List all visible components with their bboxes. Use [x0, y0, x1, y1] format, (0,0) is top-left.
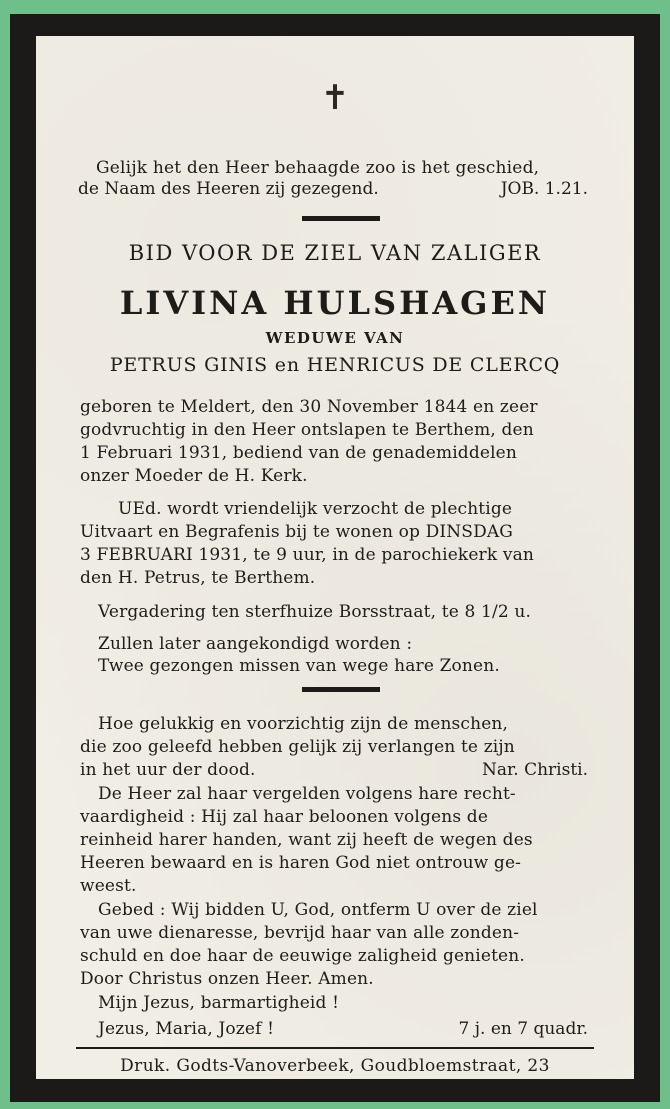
funeral-line-4: den H. Petrus, te Berthem.: [80, 568, 316, 588]
bio-line-2: godvruchtig in den Heer ontslapen te Berthem, den: [80, 420, 534, 440]
prayer-line-1: Gebed : Wij bidden U, God, ontferm U over de ziel: [98, 900, 538, 920]
divider-top: [302, 216, 380, 221]
husbands-names: PETRUS GINIS en HENRICUS DE CLERCQ: [109, 354, 561, 376]
verse2-line-4: Heeren bewaard en is haren God niet ontrouw ge-: [80, 853, 522, 873]
funeral-line-1: UEd. wordt vriendelijk verzocht de plechtige: [118, 499, 513, 519]
prayer-heading: BID VOOR DE ZIEL VAN ZALIGER: [128, 241, 542, 265]
announce-line-1: Zullen later aangekondigd worden :: [98, 634, 413, 654]
card-paper: [36, 36, 634, 1079]
cross-icon: ✝: [320, 78, 350, 118]
indulgence-note: 7 j. en 7 quadr.: [458, 1019, 588, 1039]
announce-line-2: Twee gezongen missen van wege hare Zonen.: [98, 656, 500, 676]
prayer-line-2: van uwe dienaresse, bevrijd haar van alle zonden-: [80, 923, 520, 943]
prayer-line-4: Door Christus onzen Heer. Amen.: [80, 969, 374, 989]
verse1-line-1: Hoe gelukkig en voorzichtig zijn de menschen,: [98, 714, 509, 734]
quote-line-1: Gelijk het den Heer behaagde zoo is het geschied,: [96, 158, 540, 178]
bio-line-1: geboren te Meldert, den 30 November 1844 en zeer: [80, 397, 538, 417]
funeral-line-3: 3 FEBRUARI 1931, te 9 uur, in de parochiekerk van: [80, 545, 534, 565]
quote-reference: JOB. 1.21.: [500, 179, 588, 199]
printer-credit: Druk. Godts-Vanoverbeek, Goudbloemstraat, 23: [120, 1056, 550, 1076]
divider-bottom: [76, 1047, 594, 1049]
funeral-line-2: Uitvaart en Begrafenis bij te wonen op DINSDAG: [80, 522, 514, 542]
deceased-name: LIVINA HULSHAGEN: [119, 284, 551, 322]
verse1-reference: Nar. Christi.: [482, 760, 588, 780]
prayer-line-3: schuld en doe haar de eeuwige zaligheid genieten.: [80, 946, 525, 966]
verse2-line-2: vaardigheid : Hij zal haar beloonen volgens de: [80, 807, 489, 827]
verse2-line-1: De Heer zal haar vergelden volgens hare recht-: [98, 784, 516, 804]
invocation-line-2: Jezus, Maria, Jozef !: [98, 1019, 275, 1039]
gathering-line: Vergadering ten sterfhuize Borsstraat, te 8 1/2 u.: [98, 602, 531, 622]
widow-of-label: WEDUWE VAN: [265, 329, 405, 347]
bio-line-4: onzer Moeder de H. Kerk.: [80, 466, 308, 486]
quote-line-2: de Naam des Heeren zij gezegend.: [78, 179, 379, 199]
verse2-line-5: weest.: [80, 876, 137, 896]
invocation-line-1: Mijn Jezus, barmartigheid !: [98, 993, 340, 1013]
verse2-line-3: reinheid harer handen, want zij heeft de wegen des: [80, 830, 533, 850]
verse1-line-3: in het uur der dood.: [80, 760, 256, 780]
divider-middle: [302, 687, 380, 692]
verse1-line-2: die zoo geleefd hebben gelijk zij verlangen te zijn: [80, 737, 515, 757]
memorial-card: [10, 14, 660, 1102]
bio-line-3: 1 Februari 1931, bediend van de genademiddelen: [80, 443, 517, 463]
